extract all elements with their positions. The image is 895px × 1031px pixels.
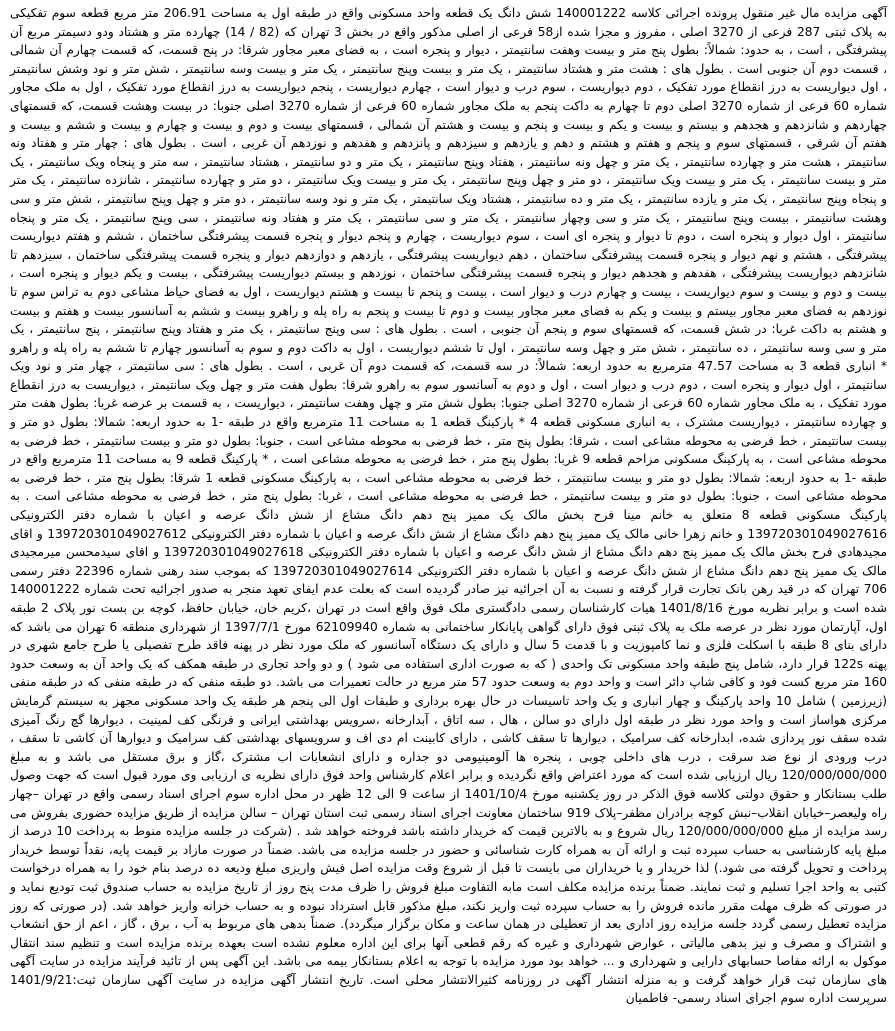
auction-notice-text: آگهی مزایده مال غیر منقول پرونده اجرائی کلاسه 140001222 شش دانگ یک قطعه واحد مسکونی واقع در طبقه اول به مساحت 206.91 متر مربع قطعه سوم تفکیکی به پلاک ثبتی 287 فرعی از 3270 اصلی ، مفروز و مجزا شده از58 فرعی از اصلی مذکور واقع در بخش 3 تهران که (82 / 14) چهارده متر و هشتاد ودو دسیمتر مربع آن پیشرفتگی ، است ، به حدود: شمالاً: بطول پنج متر و بیست وهفت سانتیمتر ، دیوار و پنجره است ، به فضای معبر مجاور شرقا: در پنج قسمت، که قسمت چهارم آن شمالی ، قسمت دوم آن جنوبی است . بطول های : هشت متر و هشتاد سانتیمتر ، یک متر و بیست وپنج سانتیمتر ، یک متر و بیست وسه سانتیمتر ، شش متر و نود وشش سانتیمتر ، اول دیواریست به درز انقطاع مورد تفکیک ، دوم دیواریست ، سوم درب و دیوار است ، چهارم دیواریست ، پنجم دیواریست به درز انقطاع مورد تفکیک ، اول به ملک مجاور شماره 60 فرعی از شماره 3270 اصلی دوم تا چهارم به داکت پنجم به ملک مجاور شماره 60 فرعی از شماره 3270 اصلی جنوبا: در بیست وهشت قسمت، که قسمتهای چهاردهم و شانزدهم و هجدهم و بیستم و بیست و یکم و بیست و پنجم و بیست و هشتم آن شمالی ، قسمتهای بیست و دوم و بیست و چهارم و بیست و ششم و بیست و هفتم آن شرقی ، قسمتهای سوم و پنجم و هفتم و هشتم و دهم و یازدهم و سیزدهم و پانزدهم و هفدهم و نوزدهم آن غربی ، است . بطول های : چهار متر و هفتاد ونه سانتیمتر ، هشت متر و چهارده سانتیمتر ، یک متر و چهل ونه سانتیمتر ، هفتاد وپنج سانتیمتر ، یک متر و دو سانتیمتر ، هشتاد سانتیمتر ، سه متر و پنجاه ویک سانتیمتر ، یک متر و بیست سانتیمتر ، یک متر و بیست ویک سانتیمتر ، دو متر و چهل وپنج سانتیمتر ، یک متر و بیست ویک سانتیمتر ، دو متر و چهارده سانتیمتر ، شانزده سانتیمتر ، یک متر و پنجاه وپنج سانتیمتر ، یک متر و یازده سانتیمتر ، یک متر و ده سانتیمتر ، هشتاد ویک سانتیمتر ، یک متر و نود وسه سانتیمتر ، دو متر و چهل وپنج سانتیمتر ، شش متر و سی وهشت سانتیمتر ، بیست وپنج سانتیمتر ، یک متر و سی وچهار سانتیمتر ، یک متر و سی سانتیمتر ، یک متر و هفتاد ونه سانتیمتر ، سی وپنج سانتیمتر ، یک متر و پنجاه سانتیمتر ، اول دیوار و پنجره است ، دوم تا دیوار و پنجره ای است ، سوم دیواریست ، چهارم و پنجم دیوار و پنجره قسمت پیشرفتگی ساختمان ، ششم و هفتم دیواریست پیشرفتگی ، هشتم و نهم دیوار و پنجره قسمت پیشرفتگی ساختمان ، دهم دیواریست پیشرفتگی ، یازدهم و دوازدهم دیوار و پنجره قسمت پیشرفتگی ساختمان ، سیزدهم تا شانزدهم دیواریست پیشرفتگی ، هفدهم و هجدهم دیوار و پنجره قسمت پیشرفتگی ساختمان ، نوزدهم و بیستم دیواریست پیشرفتگی ، بیست و یکم دیوار و پنجره است ، بیست و دوم و بیست و سوم دیواریست ، بیست و چهارم درب و دیوار است ، بیست و پنجم تا بیست و هشتم دیواریست ، اول به فضای حیاط مشاعی دوم به تراس سوم تا نوزدهم به فضای معبر مجاور بیستم و بیست و یکم به فضای معبر مجاور بیست و دوم تا بیست و پنجم به راه پله و راهرو بیست و ششم به آسانسور بیست و هفتم و بیست و هشتم به داکت غربا: در شش قسمت، که قسمتهای سوم و پنجم آن جنوبی ، است . بطول های : سی وپنج سانتیمتر ، یک متر و هفتاد وپنج سانتیمتر ، پنج سانتیمتر ، یک متر و سی وسه سانتیمتر ، ده سانتیمتر ، شش متر و چهل وسه سانتیمتر ، اول تا ششم دیواریست ، اول به داکت دوم و سوم به آسانسور چهارم تا ششم به راه پله و راهرو * انباری قطعه 3 به مساحت 47.57 مترمربع به حدود اربعه: شمالاً: در سه قسمت، که قسمت دوم آن غربی ، است . بطول های : سی سانتیمتر ، چهار متر و نود ویک سانتیمتر ، اول دیوار و پنجره است ، دوم درب و دیوار است ، اول و دوم به آسانسور سوم به راهرو شرقا: بطول هفت متر و چهل ویک سانتیمتر ، دیواریست به درز انقطاع مورد تفکیک ، به ملک مجاور شماره 60 فرعی از شماره 3270 اصلی جنوبا: بطول شش متر و چهل وهفت سانتیمتر ، دیواریست ، به قسمت بر عرصه غربا: بطول هفت متر و چهارده سانتیمتر ، دیواریست مشترک ، به انباری مسکونی قطعه 4 * پارکینگ قطعه 1 به مساحت 11 مترمربع واقع در طبقه -1 به حدود اربعه: شمالا: بطول دو متر و بیست سانتیمتر ، خط فرضی به محوطه مشاعی است ، شرقا: بطول پنج متر ، خط فرضی به محوطه مشاعی است ، جنوبا: بطول دو متر و بیست سانتیمتر ، خط فرضی به محوطه مشاعی است ، به پارکینگ مسکونی مزاحم قطعه 9 غربا: بطول پنج متر ، خط فرضی به محوطه مشاعی است ، * پارکینگ قطعه 9 به مساحت 11 مترمربع واقع در طبقه -1 به حدود اربعه: شمالا: بطول دو متر و بیست سانتیمتر ، خط فرضی به محوطه مشاعی است ، به پارکینگ مسکونی قطعه 1 شرقا: بطول پنج متر ، خط فرضی به محوطه مشاعی است ، جنوبا: بطول دو متر و بیست سانتیمتر ، خط فرضی به محوطه مشاعی است ، غربا: بطول پنج متر ، خط فرضی به محوطه مشاعی است . به پارکینگ مسکونی قطعه 8 متعلق به خانم مینا فرح بخش مالک یک ممیز پنج دهم دانگ مشاع از شش دانگ عرصه و اعیان با شماره دفتر الکترونیکی 139720301049027616 و خانم زهرا خانی مالک یک ممیز پنج دهم دانگ مشاع از شش دانگ عرصه و اعیان با شماره دفتر الکترونیکی 139720301049027612 و اقای مجیدهادی فرح بخش مالک یک ممیز پنج دهم دانگ مشاع از شش دانگ عرصه و اعیان با شماره دفتر الکترونیکی 139720301049027618 و اقای سیدمحسن میرمجیدی مالک یک ممیز پنج دهم دانگ مشاع از شش دانگ عرصه و اعیان با شماره دفتر الکترونیکی 139720301049027614 که بموجب سند رهنی شماره 22396 دفتر رسمی 706 تهران که در قید رهن بانک تجارت قرار گرفته و نسبت به آن اجرائیه نیز صادر گردیده است که بعلت عدم ایفای تعهد منجر به صدور اجرائیه تحت شماره 140001222 شده است و برابر نظریه مورخ 1401/8/16 هیات کارشناسان رسمی دادگستری ملک فوق واقع است در تهران ،کریم خان، خیابان حافظ، کوچه بن بست نور پلاک 2 طبقه اول، آپارتمان مورد نظر در عرصه ملک به پلاک ثبتی فوق دارای گواهی پایانکار ساختمانی به شماره 62109940 مورخ 1397/7/1 از شهرداری منطقه 6 تهران می باشد که دارای بنای 8 طبقه با اسکلت فلزی و نما کامپوزیت و با قدمت 5 سال و دارای یک دستگاه آسانسور که ملک مورد نظر در پهنه فاقد طرح تفصیلی یا طرح جامع شهری در پهنه 122s قرار دارد، شامل پنج طبقه واحد مسکونی تک واحدی ( که به صورت اداری استفاده می شود ) و دو واحد تجاری در طبقه همکف که یک واحد آن به وسعت حدود 160 متر مربع کست فود و کافی شاپ دائر است و واحد دوم به وسعت حدود 57 متر مربع در حالت تعمیرات می باشد. دو طبقه منفی که در طبقه منفی که در طبقه منفی (زیرزمین ) شامل 10 واحد پارکینگ و چهار انباری و یک واحد تاسیسات در حال بهره برداری و طبقات اول الی پنجم هر طبقه یک واحد مسکونی مجهز به سیستم گرمایش مرکزی هواساز است و واحد مورد نظر در طبقه اول دارای دو سالن ، هال ، سه اتاق ، آبدارخانه ،سرویس بهداشتی ایرانی و فرنگی کف لمینیت ، دیوارها گچ رنگ آمیزی شده سقف نور پردازی شده، ابدارخانه کف سرامیک ، دیوارها تا سقف کاشی ، دارای کابینت ام دی اف و سرویسهای بهداشتی کف سرامیک و دیوارها آن کاشی تا سقف ، درب ورودی از نوع ضد سرقت ، درب های داخلی چوبی ، پنجره ها آلومینیومی دو جداره و دارای انشعابات اب مشترک ،گاز و برق مستقل می باشد و به مبلغ 120/000/000/000 ریال ارزیابی شده است که مورد اعتراض واقع نگردیده و برابر اعلام کارشناس واحد فوق دارای نظریه ی ارزیابی وی مورد قبول است که جهت وصول طلب بستانکار و حقوق دولتی کلاسه فوق الذکر در روز یکشنبه مورخ 1401/10/4 از ساعت 9 الی 12 ظهر در محل اداره سوم اجرای اسناد رسمی واقع در تهران –چهار راه ولیعصر–خیابان انقلاب–نبش کوچه برادران مظفر–پلاک 919 ساختمان معاونت اجرای اسناد رسمی ثبت استان تهران – سالن مزایده از طریق مزایده حضوری بفروش می رسد مزایده از مبلغ 120/000/000/000 ریال شروع و به بالاترین قیمت که خریدار داشته باشد فروخته خواهد شد . (شرکت در جلسه مزایده منوط به پرداخت 10 درصد از مبلغ پایه کارشناسی به حساب سپرده ثبت و ارائه آن به همراه کارت شناسائی و حضور در جلسه مزایده می باشد. ضمناً در صورت مازاد بر قیمت پایه، نقداً توسط خریدار پرداخت و تحویل گرفته می شود.) لذا خریدار و یا خریداران می بایست تا قبل از شروع وقت مزایده اصل فیش واریزی مبلغ ودیعه ده درصد بنام خود را به همراه درخواست کتبی به واحد اجرا تسلیم و ثبت نمایند. ضمناً برنده مزایده مکلف است مابه التفاوت مبلغ فروش را ظرف مدت پنج روز از تاریخ مزایده به حساب صندوق ثبت تودیع نماید و در صورتی که ظرف مهلت مقرر مانده فروش را به حساب سپرده ثبت واریز نکند، مبلغ مذکور قابل استرداد نبوده و به حساب خزانه واریز خواهد شد. (در صورتی که روز مزایده تعطیل رسمی گردد جلسه مزایده روز اداری بعد از تعطیلی در همان ساعت و مکان برگزار میگردد). ضمناً بدهی های مربوط به آب ، برق ، گاز ، اعم از حق انشعاب و اشتراک و مصرف و نیز بدهی مالیاتی ، عوارض شهرداری و غیره که رقم قطعی آنها برای این اداره معلوم نشده است بعهده برنده مزایده است و تنظیم سند انتقال موکول به ارائه مفاصا حسابهای دارایی و شهرداری و ... خواهد بود مورد مزایده با توجه به اعلام بستانکار بیمه می باشد. این آگهی پس از تائید فرآیند مزایده در سایت آگهی های سازمان ثبت قرار خواهد گرفت و به منزله انتشار آگهی در روزنامه کثیرالانتشار محلی است. تاریخ انتشار آگهی مزایده در سایت آگهی سازمان ثبت:1401/9/21 سرپرست اداره سوم اجرای اسناد رسمی- فاطمیان xyxy=(10,6,888,1006)
